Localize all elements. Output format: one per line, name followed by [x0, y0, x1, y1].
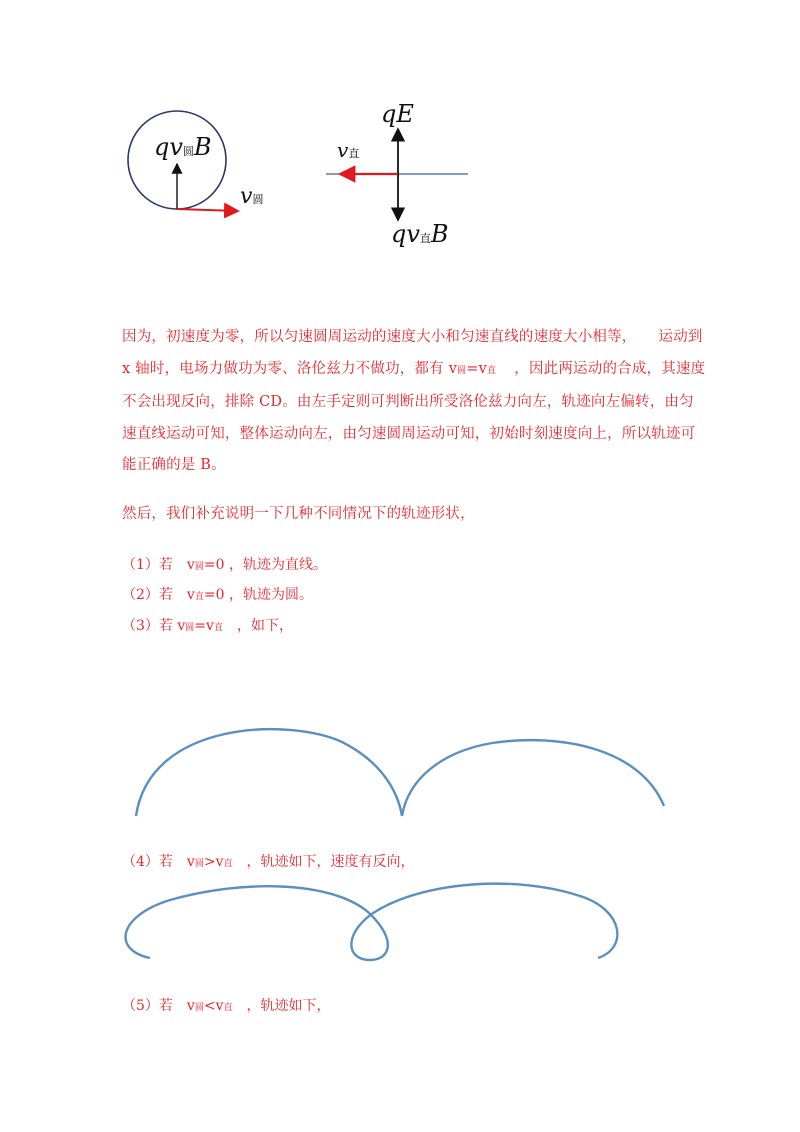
circle-velocity-label — [240, 184, 263, 209]
line-velocity-sub: 直 — [348, 147, 360, 160]
case-1-sub: 圆 — [194, 562, 204, 572]
para-line-4: 速直线运动可知，整体运动向左，由匀速圆周运动可知，初始时刻速度向上，所以轨迹可 — [122, 425, 696, 442]
case-3-sub2: 直 — [213, 623, 223, 633]
case-3 — [122, 617, 293, 637]
case-5-sub1: 圆 — [194, 1003, 204, 1013]
explanation-paragraph — [122, 322, 705, 482]
case-2 — [122, 586, 313, 606]
case-3-sub1: 圆 — [185, 623, 195, 633]
case-4-sub1: 圆 — [194, 859, 204, 869]
case-2-prefix: （2）若 — [122, 587, 173, 603]
case-4-mid: >v — [203, 854, 224, 870]
case-1 — [122, 556, 327, 576]
intro-line: 然后，我们补充说明一下几种不同情况下的轨迹形状， — [122, 506, 475, 522]
case-1-prefix: （1）若 — [122, 557, 173, 573]
bottom-force-label — [391, 220, 449, 248]
electric-force-label — [381, 100, 414, 128]
case-1-v: v — [186, 557, 195, 573]
para-line-2-sub2: 直 — [487, 365, 497, 376]
para-line-2-b: =v — [466, 360, 488, 377]
case-1-rest: =0 ，轨迹为直线。 — [203, 557, 327, 573]
para-line-2-a: x 轴时，电场力做功为零、洛伦兹力不做功，都有 v — [122, 360, 458, 377]
line-velocity-label — [337, 138, 359, 162]
inner-force-sub: 圆 — [182, 145, 194, 158]
inner-force-tail: B — [193, 133, 212, 161]
case-3-rest: ，如下， — [236, 618, 293, 634]
circle-velocity-main: v — [240, 184, 253, 209]
trochoid-loop-curve — [126, 884, 618, 960]
case-5 — [122, 997, 331, 1017]
case-5-sub2: 直 — [223, 1003, 233, 1013]
case-2-v: v — [186, 587, 195, 603]
circle-velocity-sub: 圆 — [252, 193, 264, 206]
line-velocity-main: v — [337, 138, 349, 162]
case-2-sub: 直 — [194, 592, 204, 602]
bottom-force-sub: 直 — [419, 232, 431, 245]
para-line-3: 不会出现反向，排除 CD。由左手定则可判断出所受洛伦兹力向左，轨迹向左偏转，由匀 — [122, 394, 694, 410]
case-5-mid: <v — [203, 998, 224, 1014]
case-5-v: v — [186, 998, 195, 1014]
para-line-5: 能正确的是 B。 — [122, 457, 226, 473]
bottom-force-main: qv — [391, 220, 420, 248]
inner-force-label — [154, 133, 212, 161]
case-3-prefix: （3）若 v — [122, 618, 186, 634]
case-4-rest: ，轨迹如下，速度有反向， — [246, 854, 415, 870]
case-4 — [122, 853, 415, 873]
cycloid-arch-1 — [136, 729, 402, 816]
para-line-2-c: ，因此两运动的合成，其速度 — [514, 360, 706, 377]
bottom-force-tail: B — [430, 220, 449, 248]
para-line-2 — [122, 354, 705, 388]
para-line-1-text: 因为，初速度为零，所以匀速圆周运动的速度大小和匀速直线的速度大小相等， — [122, 329, 637, 345]
electric-force-text: qE — [381, 100, 414, 128]
case-3-mid: =v — [194, 618, 214, 634]
case-2-rest: =0 ，轨迹为圆。 — [203, 587, 313, 603]
inner-force-main: qv — [154, 133, 183, 161]
para-line-2-sub1: 圆 — [457, 365, 467, 376]
case-5-rest: ，轨迹如下， — [246, 998, 331, 1014]
para-line-1-tail: 运动到 — [658, 329, 703, 345]
case-5-prefix: （5）若 — [122, 998, 173, 1014]
case-4-v: v — [186, 854, 195, 870]
velocity-arrow-circle — [177, 209, 238, 211]
cycloid-arch-2 — [402, 740, 664, 816]
para-line-1 — [122, 322, 705, 354]
case-4-prefix: （4）若 — [122, 854, 173, 870]
case-4-sub2: 直 — [223, 859, 233, 869]
